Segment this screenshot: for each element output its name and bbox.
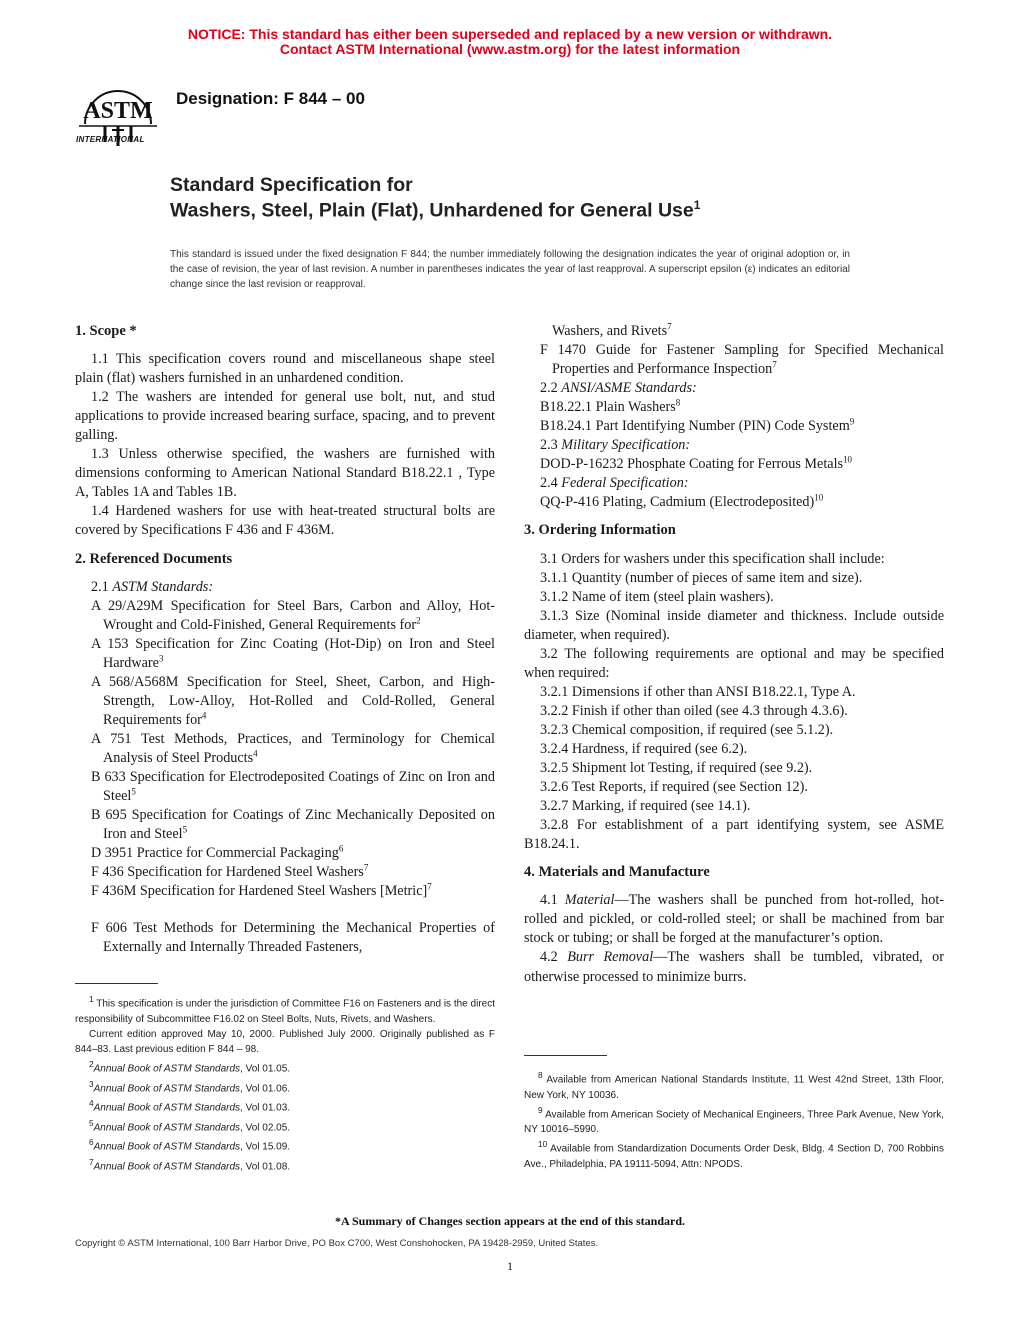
footnote-text: Available from American National Standards Institute, 11 West 42nd Street, 13th Floor, New York, NY 10036.: [524, 1074, 944, 1101]
subsection-number: 2.2: [540, 380, 558, 397]
footnote-mark: 1: [89, 994, 94, 1004]
reference-item-f606-part1: [75, 919, 495, 957]
book-title: Annual Book of ASTM Standards: [93, 1141, 241, 1153]
summary-note: *A Summary of Changes section appears at the end of this standard.: [334, 1214, 686, 1228]
footnote-mark: 6: [89, 1137, 94, 1148]
subsection-2-2: [524, 379, 944, 398]
footnote-mark: 7: [363, 862, 369, 873]
scope-1-1: 1.1 This specification covers round and miscellaneous shape steel plain (flat) washers furnished in an unhardened condition.: [75, 351, 495, 387]
reference-item: [75, 882, 495, 901]
scope-1-4: 1.4 Hardened washers for use with heat-treated structural bolts are covered by Specifications F 436 and F 436M.: [75, 503, 495, 539]
issuance-note: This standard is issued under the fixed designation F 844; the number immediately following the designation indicates the year of original adoption or, in the case of revision, the year of last revision. A number in parentheses indicates the year of last reapproval. A superscript epsilon (ε) indicates an editorial change since the last revision or reapproval.: [170, 249, 850, 290]
left-column: [75, 322, 495, 901]
ordering-item: 3.2.7 Marking, if required (see 14.1).: [540, 798, 751, 815]
book-volume: , Vol 01.06.: [240, 1083, 291, 1094]
footnote-mark: 10: [814, 492, 824, 503]
footnote-text: This specification is under the jurisdiction of Committee F16 on Fasteners and is the direct responsibility of Subcommittee F16.02 on Steel Bolts, Nuts, Rivets, and Washers.: [75, 998, 495, 1025]
withdrawal-notice: [0, 27, 1020, 57]
section-heading-scope: 1. Scope *: [75, 323, 137, 339]
logo-letters: ASTM: [83, 98, 153, 124]
right-column: [524, 322, 944, 987]
footnote-mark: 4: [201, 710, 207, 721]
book-title: Annual Book of ASTM Standards: [93, 1102, 241, 1114]
ordering-item: 3.2.1 Dimensions if other than ANSI B18.22.1, Type A.: [540, 683, 856, 700]
footnote-rule-right: [524, 1055, 607, 1056]
footnote-5: [75, 1116, 495, 1136]
footnote-mark: 6: [338, 843, 344, 854]
footnote-8: [524, 1068, 944, 1103]
page-number: 1: [507, 1259, 513, 1273]
section-heading-materials: 4. Materials and Manufacture: [524, 864, 710, 881]
subsection-2-3: [524, 436, 944, 455]
reference-text: F 1470 Guide for Fastener Sampling for Specified Mechanical Properties and Performance Inspection: [540, 342, 944, 378]
book-title: Annual Book of ASTM Standards: [93, 1083, 241, 1094]
title-line-1: Standard Specification for: [170, 174, 413, 196]
subsection-title: Military Specification:: [561, 437, 691, 454]
footnote-7: [75, 1155, 495, 1175]
paragraph-text: —The washers shall be punched from hot-rolled, hot-rolled and pickled, or cold-rolled steel; or shall be machined from bar stock or tubing; or shall be forged at the manufacturer’s option.: [524, 892, 944, 947]
footnotes-left: [75, 992, 495, 1174]
footnote-mark: 3: [89, 1078, 94, 1089]
ordering-3-2: 3.2 The following requirements are optional and may be specified when required:: [524, 645, 944, 681]
footnote-mark: 5: [131, 786, 136, 797]
reference-item: [524, 398, 944, 417]
footnote-4: [75, 1096, 495, 1116]
book-title: Annual Book of ASTM Standards: [93, 1063, 241, 1075]
section-heading-ordering: 3. Ordering Information: [524, 522, 676, 539]
reference-text: B18.24.1 Part Identifying Number (PIN) Code System: [540, 418, 850, 435]
ordering-item: 3.1.2 Name of item (steel plain washers).: [540, 588, 774, 605]
reference-item-f606-part2: Washers, and Rivets$^7$: [552, 321, 672, 339]
footnote-mark: 7: [667, 321, 672, 332]
notice-line-1: NOTICE: This standard has either been superseded and replaced by a new version or withdrawn.: [187, 26, 833, 42]
book-title: Annual Book of ASTM Standards: [93, 1122, 241, 1134]
footnote-mark: 8: [675, 397, 681, 408]
reference-text: A 153 Specification for Zinc Coating (Hot-Dip) on Iron and Steel Hardware: [91, 635, 495, 671]
footnote-rule-left: [75, 983, 158, 984]
footnote-mark: 4: [253, 748, 258, 759]
footnote-mark: 7: [427, 881, 432, 892]
reference-item: [75, 806, 495, 844]
reference-text: B 633 Specification for Electrodeposited Coatings of Zinc on Iron and Steel: [91, 769, 495, 805]
paragraph-number: 4.1: [540, 892, 558, 909]
title-footnote-mark: 1: [693, 198, 701, 212]
footnote-mark: 4: [89, 1098, 94, 1109]
paragraph-text: —The washers shall be tumbled, vibrated, or otherwise processed to minimize burrs.: [524, 949, 945, 985]
scope-1-2: 1.2 The washers are intended for general use bolt, nut, and stud applications to provide increased bearing surface, spacing, and to prevent galling.: [75, 389, 495, 444]
paragraph-term: Material: [564, 892, 615, 909]
reference-text: B18.22.1 Plain Washers: [540, 399, 676, 416]
footnote-mark: 10: [843, 454, 853, 465]
paragraph-term: Burr Removal: [567, 949, 654, 966]
footnote-mark: 9: [849, 416, 855, 427]
reference-item: [75, 673, 495, 730]
reference-text: F 436 Specification for Hardened Steel Washers: [91, 864, 364, 881]
reference-item: [75, 635, 495, 673]
footnote-mark: 7: [89, 1156, 94, 1167]
ordering-item: 3.2.5 Shipment lot Testing, if required (see 9.2).: [540, 760, 813, 777]
reference-text: QQ-P-416 Plating, Cadmium (Electrodeposited): [540, 494, 815, 511]
materials-4-1: [524, 891, 944, 948]
reference-item: [75, 863, 495, 882]
footnote-3: [75, 1077, 495, 1097]
subsection-2-1: [75, 578, 495, 597]
ordering-item: 3.2.2 Finish if other than oiled (see 4.3 through 4.3.6).: [540, 702, 848, 719]
reference-text: D 3951 Practice for Commercial Packaging: [91, 845, 339, 862]
footnote-mark: 5: [182, 824, 188, 835]
footnote-text: Available from Standardization Documents Order Desk, Bldg. 4 Section D, 700 Robbins Ave., Philadelphia, PA 19111-5094, Attn: NPODS.: [524, 1143, 944, 1170]
ordering-item: 3.2.3 Chemical composition, if required (see 5.1.2).: [540, 721, 834, 738]
footnote-text: Available from American Society of Mechanical Engineers, Three Park Avenue, New York, NY 10016–5990.: [524, 1109, 944, 1136]
section-heading-referenced-documents: 2. Referenced Documents: [75, 550, 233, 567]
reference-text: DOD-P-16232 Phosphate Coating for Ferrous Metals: [540, 456, 844, 473]
book-volume: , Vol 02.05.: [240, 1122, 291, 1134]
footnote-mark: 5: [89, 1117, 94, 1128]
subsection-title: ANSI/ASME Standards:: [561, 380, 697, 397]
logo-word: INTERNATIONAL: [76, 135, 145, 144]
reference-text: A 751 Test Methods, Practices, and Terminology for Chemical Analysis of Steel Products: [91, 730, 495, 766]
reference-item: [75, 768, 495, 806]
scope-1-3: 1.3 Unless otherwise specified, the washers are furnished with dimensions conforming to American National Standard B18.22.1 , Type A, Tables 1A and Tables 1B.: [75, 446, 495, 501]
footnote-1b: Current edition approved May 10, 2000. Published July 2000. Originally published as F 844–83. Last previous edition F 844 – 98.: [75, 1028, 495, 1055]
footnote-mark: 8: [538, 1070, 543, 1080]
title-line-2: [170, 198, 700, 223]
book-volume: , Vol 01.03.: [240, 1102, 291, 1114]
copyright: Copyright © ASTM International, 100 Barr Harbor Drive, PO Box C700, West Conshohocken, PA 19428-2959, United States.: [75, 1238, 599, 1249]
footnote-mark: 2: [416, 614, 421, 625]
footnotes-right: [524, 1068, 944, 1172]
book-volume: , Vol 01.05.: [240, 1063, 291, 1075]
subsection-number: 2.1: [91, 578, 109, 595]
title-text: Washers, Steel, Plain (Flat), Unhardened for General Use: [170, 199, 694, 222]
subsection-number: 2.4: [540, 475, 558, 492]
subsection-2-4: [524, 474, 944, 493]
materials-4-2: [524, 948, 944, 986]
ordering-item: 3.2.6 Test Reports, if required (see Section 12).: [540, 779, 808, 796]
book-volume: , Vol 15.09.: [240, 1141, 291, 1153]
reference-item: [75, 844, 495, 863]
reference-item: [524, 455, 944, 474]
footnote-6: [75, 1135, 495, 1155]
reference-text: A 568/A568M Specification for Steel, Sheet, Carbon, and High-Strength, Low-Alloy, Hot-Rolled and Cold-Rolled, General Requirements for: [91, 673, 495, 728]
reference-item: [524, 417, 944, 436]
reference-item: [75, 730, 495, 768]
footnote-1: [75, 992, 495, 1027]
footnote-mark: 9: [538, 1104, 543, 1115]
reference-text: B 695 Specification for Coatings of Zinc Mechanically Deposited on Iron and Steel: [91, 807, 495, 843]
reference-item: [75, 597, 495, 635]
paragraph-number: 4.2: [540, 949, 558, 966]
footnote-10: [524, 1137, 944, 1172]
book-title: Annual Book of ASTM Standards: [93, 1161, 241, 1173]
footnote-mark: 10: [538, 1139, 548, 1150]
subsection-title: Federal Specification:: [561, 475, 689, 492]
ordering-item: 3.1.3 Size (Nominal inside diameter and thickness. Include outside diameter, when required).: [524, 607, 944, 643]
reference-text: F 436M Specification for Hardened Steel Washers [Metric]: [91, 883, 428, 900]
footnote-2: [75, 1057, 495, 1077]
notice-line-2: Contact ASTM International (www.astm.org) for the latest information: [279, 41, 741, 57]
footnote-mark: 3: [158, 653, 164, 664]
designation: Designation: F 844 – 00: [176, 89, 365, 108]
reference-text: A 29/A29M Specification for Steel Bars, Carbon and Alloy, Hot-Wrought and Cold-Finished, General Requirements for: [91, 597, 495, 633]
ordering-item: 3.1.1 Quantity (number of pieces of same item and size).: [540, 569, 863, 586]
ordering-item: 3.2.8 For establishment of a part identifying system, see ASME B18.24.1.: [524, 817, 944, 853]
book-volume: , Vol 01.08.: [240, 1161, 291, 1173]
ordering-item: 3.2.4 Hardness, if required (see 6.2).: [540, 740, 748, 757]
subsection-number: 2.3: [540, 437, 558, 454]
footnote-9: [524, 1103, 944, 1138]
footnote-mark: 7: [772, 359, 777, 370]
ordering-3-1: 3.1 Orders for washers under this specification shall include:: [540, 550, 885, 567]
subsection-title: ASTM Standards:: [112, 578, 214, 595]
reference-item: [524, 341, 944, 379]
reference-text: F 606 Test Methods for Determining the Mechanical Properties of Externally and Internally Threaded Fasteners,: [91, 920, 495, 956]
footnote-mark: 2: [89, 1059, 94, 1070]
reference-item: [524, 493, 944, 512]
